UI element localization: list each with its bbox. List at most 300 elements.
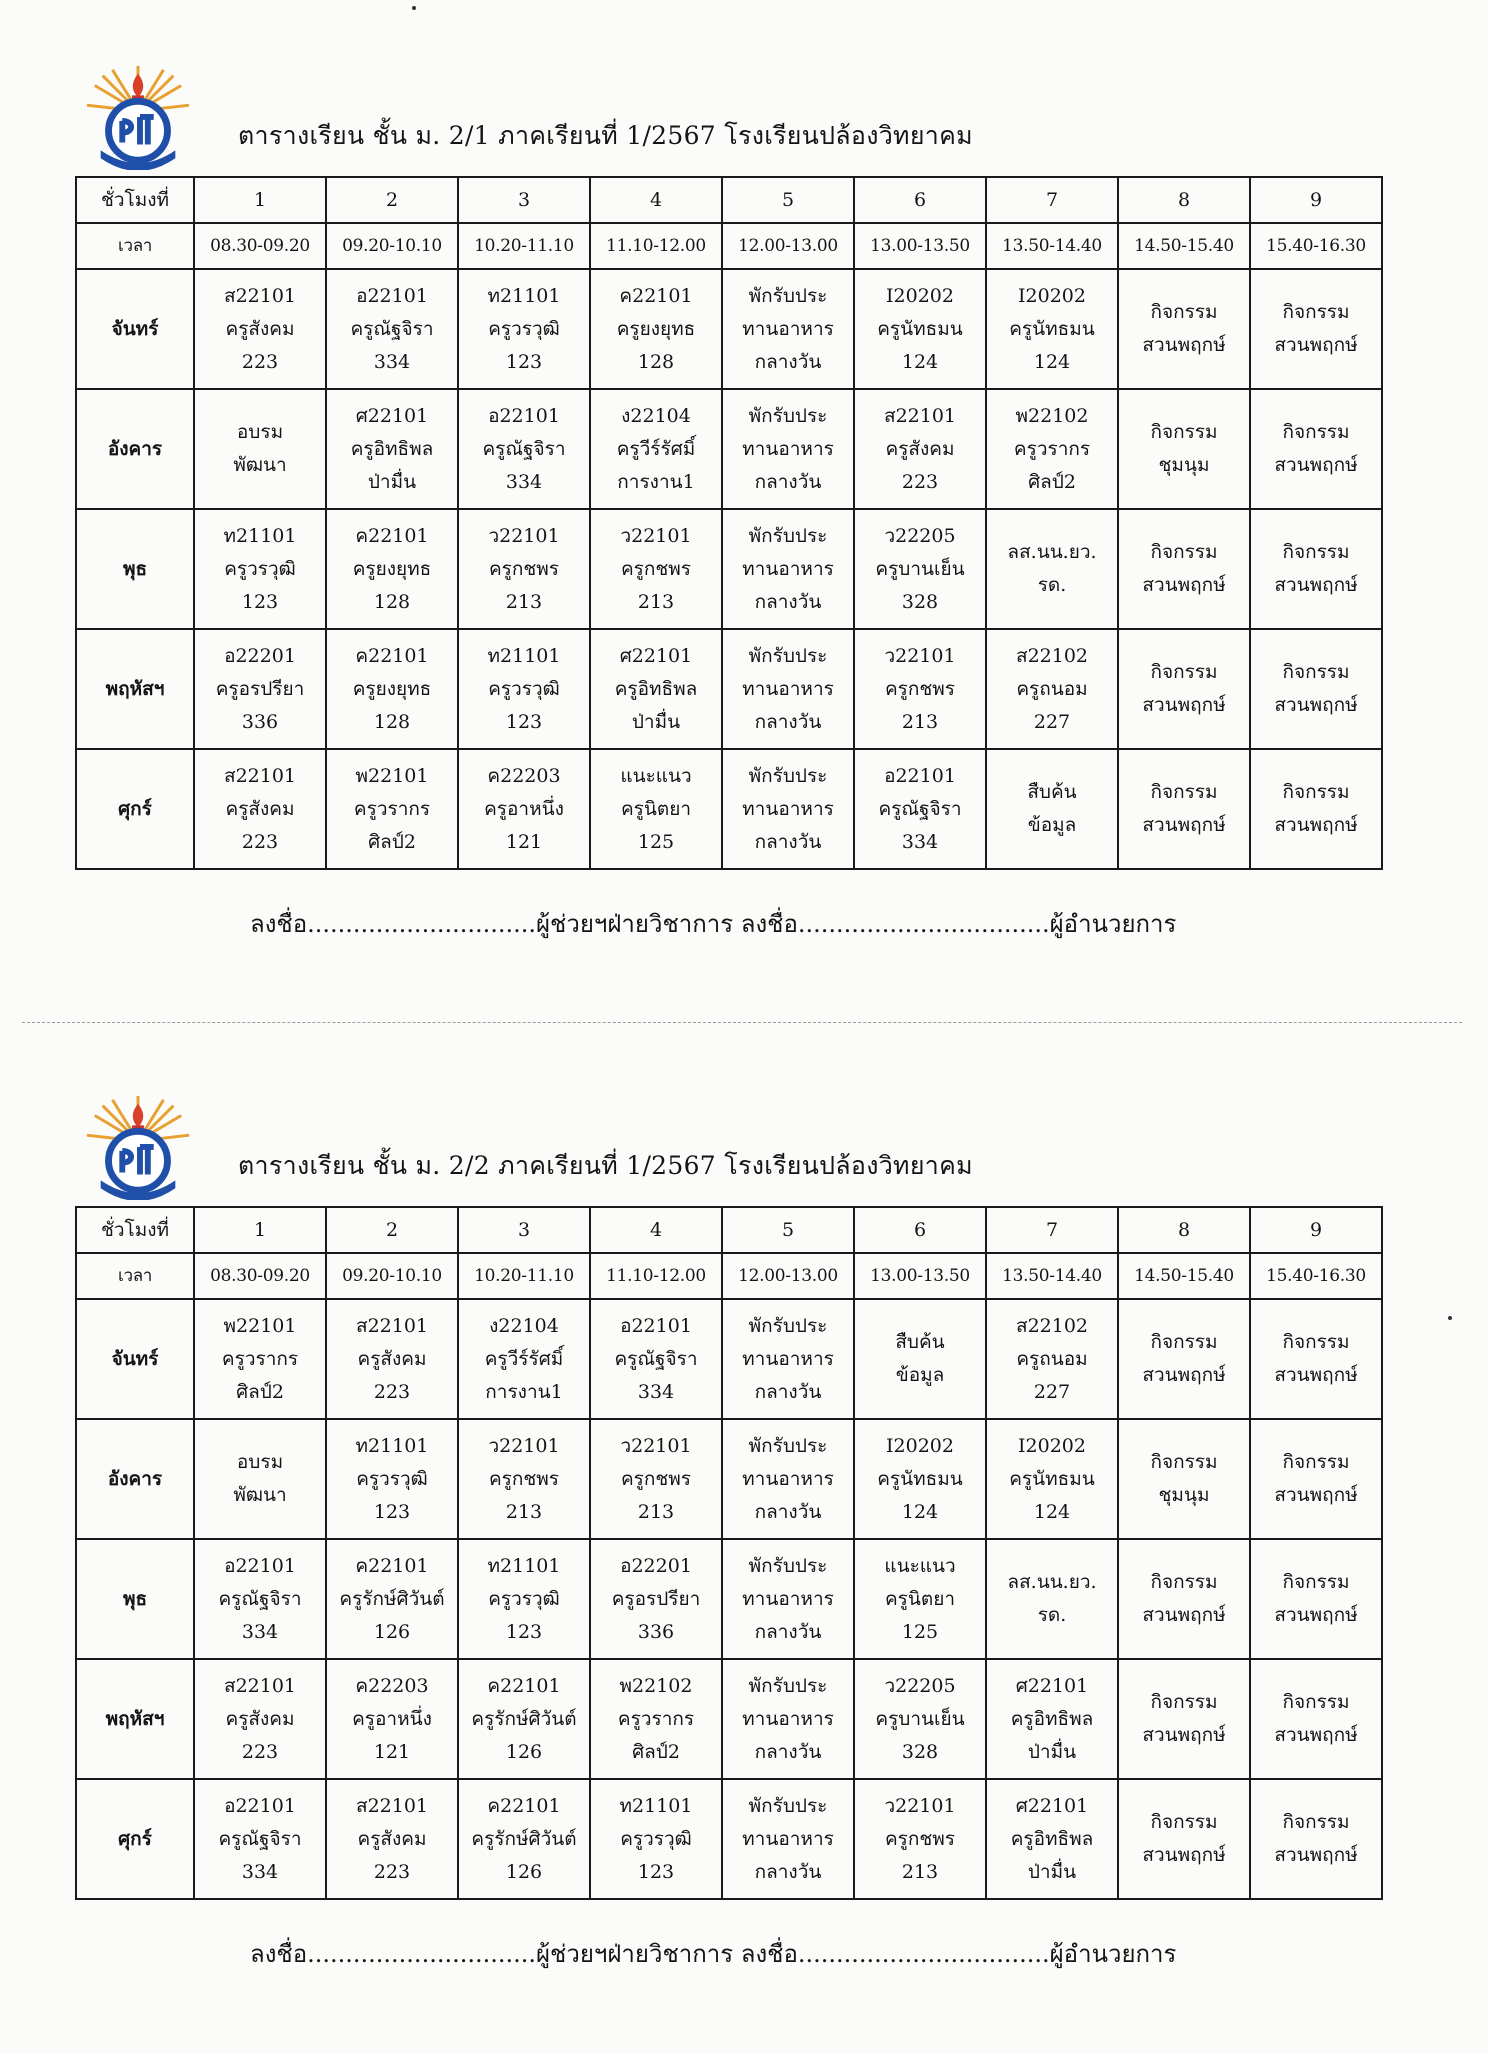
class-cell-line: กิจกรรม [1282, 1331, 1350, 1353]
class-cell-line: ว22101 [620, 524, 692, 547]
period-number: 6 [854, 1207, 986, 1253]
day-name: จันทร์ [76, 1299, 194, 1419]
class-cell-line: ท21101 [355, 1434, 429, 1457]
class-cell [986, 509, 1118, 629]
page-title: ตารางเรียน ชั้น ม. 2/2 ภาคเรียนที่ 1/2567 โรงเรียนปล้องวิทยาคม [238, 1151, 973, 1180]
class-cell-line: พักรับประ [748, 1434, 828, 1457]
class-cell-line: อ22201 [620, 1554, 692, 1577]
period-number: 2 [326, 1207, 458, 1253]
class-cell-line: ครูถนอม [1016, 677, 1088, 700]
class-cell [854, 1659, 986, 1779]
class-cell-line: I20202 [1018, 1434, 1086, 1457]
class-cell-line: 123 [505, 1620, 543, 1643]
class-cell-line: ครูรักษ์ศิวันต์ [471, 1827, 577, 1850]
class-cell [854, 389, 986, 509]
class-cell [1118, 1539, 1250, 1659]
day-row [76, 1299, 1382, 1419]
class-cell [458, 389, 590, 509]
class-cell-line: แนะแนว [620, 764, 692, 787]
class-cell [854, 1419, 986, 1539]
class-cell [722, 389, 854, 509]
class-cell-line: พักรับประ [748, 644, 828, 667]
class-cell [590, 1299, 722, 1419]
class-cell-line: ทานอาหาร [742, 437, 834, 460]
class-cell-line: กิจกรรม [1282, 541, 1350, 563]
class-cell [722, 1659, 854, 1779]
class-cell-line: สวนพฤกษ์ [1142, 1844, 1226, 1866]
class-cell-line: ท21101 [619, 1794, 693, 1817]
class-cell-line: 334 [241, 1620, 279, 1643]
class-cell-line: พ22101 [355, 764, 429, 787]
page-divider [22, 1022, 1462, 1023]
period-number: 1 [194, 177, 326, 223]
class-cell [194, 389, 326, 509]
class-cell [458, 1299, 590, 1419]
class-cell-line: 336 [241, 710, 279, 733]
class-cell-line: พักรับประ [748, 1554, 828, 1577]
time-slot: 13.50-14.40 [986, 223, 1118, 269]
class-cell-line: 124 [1033, 1500, 1071, 1523]
class-cell-line: ครูสังคม [357, 1347, 427, 1370]
period-number: 5 [722, 1207, 854, 1253]
school-emblem-icon [82, 1090, 194, 1200]
class-cell [326, 509, 458, 629]
class-cell-line: 123 [637, 1860, 675, 1883]
class-cell-line: ศ22101 [355, 404, 429, 427]
class-cell-line: 121 [373, 1740, 411, 1763]
class-cell-line: ครูวรวุฒิ [620, 1827, 692, 1850]
class-cell-line: การงาน1 [617, 470, 695, 493]
class-cell [1250, 389, 1382, 509]
class-cell-line: ครูณัฐจิรา [482, 437, 566, 460]
class-cell-line: 124 [1033, 350, 1071, 373]
period-label: ชั่วโมงที่ [76, 1207, 194, 1253]
class-cell [1118, 1659, 1250, 1779]
class-cell-line: ป่ามื่น [367, 470, 417, 493]
class-cell [326, 269, 458, 389]
class-cell-line: กลางวัน [754, 1740, 822, 1763]
class-cell-line: อ22101 [224, 1794, 296, 1817]
class-cell-line: ชุมนุม [1158, 454, 1210, 476]
day-row [76, 1779, 1382, 1899]
day-row [76, 269, 1382, 389]
class-cell-line: ส22102 [1015, 1314, 1089, 1337]
class-cell-line: ลส.นน.ยว. [1007, 541, 1097, 563]
class-cell-line: ทานอาหาร [742, 677, 834, 700]
class-cell-line: ครูสังคม [357, 1827, 427, 1850]
time-slot: 12.00-13.00 [722, 223, 854, 269]
class-cell-line: กิจกรรม [1282, 301, 1350, 323]
class-cell-line: ครูกชพร [488, 557, 560, 580]
class-cell-line: สวนพฤกษ์ [1274, 814, 1358, 836]
class-cell-line: 126 [505, 1740, 543, 1763]
day-name: พฤหัสฯ [76, 1659, 194, 1779]
period-number: 2 [326, 177, 458, 223]
class-cell-line: ครูกชพร [884, 677, 956, 700]
time-slot: 15.40-16.30 [1250, 223, 1382, 269]
period-label: ชั่วโมงที่ [76, 177, 194, 223]
time-slot: 13.00-13.50 [854, 1253, 986, 1299]
class-cell-line: ครูวรากร [1013, 437, 1091, 460]
class-cell [722, 629, 854, 749]
class-cell-line: ครูรักษ์ศิวันต์ [339, 1587, 445, 1610]
class-cell-line: กิจกรรม [1282, 781, 1350, 803]
class-cell [854, 629, 986, 749]
class-cell-line: I20202 [886, 1434, 954, 1457]
class-cell [986, 269, 1118, 389]
class-cell-line: 334 [901, 830, 939, 853]
class-cell-line: ทานอาหาร [742, 1587, 834, 1610]
class-cell [326, 1299, 458, 1419]
class-cell-line: กิจกรรม [1150, 541, 1218, 563]
class-cell [854, 1779, 986, 1899]
class-cell-line: กลางวัน [754, 1860, 822, 1883]
class-cell [194, 629, 326, 749]
class-cell-line: อ22101 [884, 764, 956, 787]
class-cell-line: กลางวัน [754, 830, 822, 853]
class-cell-line: ค22101 [355, 644, 429, 667]
class-cell-line: ว22205 [884, 1674, 956, 1697]
class-cell-line: กิจกรรม [1282, 1811, 1350, 1833]
class-cell-line: ครูวรากร [353, 797, 431, 820]
timetable-sheet-2 [0, 1030, 1488, 2054]
class-cell [590, 749, 722, 869]
time-slot: 11.10-12.00 [590, 1253, 722, 1299]
class-cell-line: 121 [505, 830, 543, 853]
class-cell-line: 334 [241, 1860, 279, 1883]
class-cell-line: ศิลป์2 [1028, 470, 1076, 493]
time-slot: 08.30-09.20 [194, 1253, 326, 1299]
class-cell-line: 334 [637, 1380, 675, 1403]
class-cell [590, 1779, 722, 1899]
class-cell-line: 227 [1033, 710, 1071, 733]
class-cell [194, 509, 326, 629]
period-number: 7 [986, 1207, 1118, 1253]
class-cell-line: 334 [505, 470, 543, 493]
class-cell-line: กลางวัน [754, 1620, 822, 1643]
class-cell-line: สวนพฤกษ์ [1274, 574, 1358, 596]
class-cell-line: ครูนัทธมน [1009, 1467, 1095, 1490]
class-cell [986, 749, 1118, 869]
class-cell-line: ครูอาหนึ่ง [484, 797, 564, 820]
class-cell-line: ท21101 [487, 284, 561, 307]
class-cell-line: 126 [373, 1620, 411, 1643]
class-cell [1250, 1539, 1382, 1659]
time-label: เวลา [76, 1253, 194, 1299]
class-cell-line: ครูอรปรียา [611, 1587, 701, 1610]
class-cell-line: พักรับประ [748, 284, 828, 307]
timetable [75, 176, 1383, 870]
class-cell [722, 509, 854, 629]
class-cell [194, 1539, 326, 1659]
class-cell-line: กิจกรรม [1150, 781, 1218, 803]
class-cell-line: ค22101 [619, 284, 693, 307]
timetable [75, 1206, 1383, 1900]
class-cell-line: 328 [901, 590, 939, 613]
class-cell-line: สืบค้น [895, 1331, 945, 1353]
class-cell [590, 629, 722, 749]
class-cell-line: ครูกชพร [884, 1827, 956, 1850]
class-cell [854, 1539, 986, 1659]
class-cell [458, 1419, 590, 1539]
class-cell-line: ครูอิทธิพล [1010, 1827, 1094, 1850]
class-cell-line: ครูอรปรียา [215, 677, 305, 700]
class-cell-line: 128 [373, 590, 411, 613]
class-cell-line: ครูนิตยา [620, 797, 692, 820]
class-cell-line: พักรับประ [748, 524, 828, 547]
class-cell [458, 1659, 590, 1779]
class-cell-line: แนะแนว [884, 1554, 956, 1577]
class-cell [326, 389, 458, 509]
class-cell-line: 223 [241, 830, 279, 853]
class-cell-line: ครูณัฐจิรา [218, 1587, 302, 1610]
class-cell-line: 128 [637, 350, 675, 373]
class-cell-line: 128 [373, 710, 411, 733]
class-cell [1118, 1779, 1250, 1899]
class-cell [1250, 269, 1382, 389]
class-cell-line: ครูบานเย็น [875, 1707, 965, 1730]
class-cell [722, 749, 854, 869]
class-cell [326, 1419, 458, 1539]
class-cell [194, 1659, 326, 1779]
class-cell-line: ป่ามื่น [1027, 1740, 1077, 1763]
class-cell [1118, 509, 1250, 629]
class-cell-line: อบรม [236, 421, 284, 443]
class-cell [458, 629, 590, 749]
class-cell-line: 328 [901, 1740, 939, 1763]
class-cell-line: กิจกรรม [1282, 1451, 1350, 1473]
class-cell-line: รด. [1037, 574, 1067, 596]
class-cell-line: ส22101 [355, 1794, 429, 1817]
class-cell-line: สวนพฤกษ์ [1142, 334, 1226, 356]
class-cell-line: ส22101 [223, 1674, 297, 1697]
class-cell-line: ทานอาหาร [742, 317, 834, 340]
class-cell [590, 269, 722, 389]
class-cell-line: ครูอาหนึ่ง [352, 1707, 432, 1730]
period-number: 7 [986, 177, 1118, 223]
period-number: 5 [722, 177, 854, 223]
period-number: 8 [1118, 177, 1250, 223]
class-cell-line: สวนพฤกษ์ [1142, 814, 1226, 836]
period-number: 6 [854, 177, 986, 223]
class-cell-line: 223 [373, 1380, 411, 1403]
class-cell-line: 123 [241, 590, 279, 613]
class-cell-line: ครูนิตยา [884, 1587, 956, 1610]
scan-speck [1448, 1316, 1452, 1320]
class-cell-line: สวนพฤกษ์ [1274, 1364, 1358, 1386]
class-cell [326, 1779, 458, 1899]
class-cell [722, 269, 854, 389]
class-cell-line: ว22101 [488, 1434, 560, 1457]
class-cell-line: 227 [1033, 1380, 1071, 1403]
class-cell [854, 269, 986, 389]
class-cell-line: 336 [637, 1620, 675, 1643]
class-cell-line: ทานอาหาร [742, 797, 834, 820]
period-number: 9 [1250, 1207, 1382, 1253]
class-cell-line: 213 [637, 590, 675, 613]
class-cell-line: พักรับประ [748, 1674, 828, 1697]
class-cell [194, 269, 326, 389]
class-cell-line: กิจกรรม [1150, 1691, 1218, 1713]
class-cell-line: ครูยงยุทธ [616, 317, 696, 340]
class-cell-line: กิจกรรม [1150, 301, 1218, 323]
class-cell [590, 1419, 722, 1539]
time-slot: 10.20-11.10 [458, 223, 590, 269]
class-cell-line: สวนพฤกษ์ [1142, 1604, 1226, 1626]
class-cell-line: สวนพฤกษ์ [1274, 334, 1358, 356]
day-name: อังคาร [76, 389, 194, 509]
day-row [76, 1539, 1382, 1659]
time-slot: 15.40-16.30 [1250, 1253, 1382, 1299]
class-cell [194, 749, 326, 869]
period-number: 9 [1250, 177, 1382, 223]
class-cell-line: 223 [901, 470, 939, 493]
class-cell-line: I20202 [1018, 284, 1086, 307]
class-cell-line: การงาน1 [485, 1380, 563, 1403]
day-name: ศุกร์ [76, 1779, 194, 1899]
class-cell-line: กิจกรรม [1282, 421, 1350, 443]
day-name: พฤหัสฯ [76, 629, 194, 749]
class-cell-line: กิจกรรม [1150, 661, 1218, 683]
class-cell [1250, 1659, 1382, 1779]
class-cell-line: ว22101 [884, 644, 956, 667]
class-cell [590, 509, 722, 629]
class-cell-line: ครูยงยุทธ [352, 557, 432, 580]
class-cell-line: พ22101 [223, 1314, 297, 1337]
class-cell-line: กลางวัน [754, 710, 822, 733]
day-name: อังคาร [76, 1419, 194, 1539]
class-cell-line: ครูถนอม [1016, 1347, 1088, 1370]
class-cell-line: สวนพฤกษ์ [1274, 1724, 1358, 1746]
class-cell-line: พ22102 [619, 1674, 693, 1697]
class-cell-line: ครูนัทธมน [877, 1467, 963, 1490]
class-cell-line: ค22203 [355, 1674, 429, 1697]
class-cell-line: ครูณัฐจิรา [218, 1827, 302, 1850]
class-cell [1118, 1299, 1250, 1419]
time-slot: 13.00-13.50 [854, 223, 986, 269]
day-row [76, 1419, 1382, 1539]
class-cell-line: อ22101 [356, 284, 428, 307]
period-header-row [76, 1207, 1382, 1253]
class-cell-line: อ22101 [488, 404, 560, 427]
class-cell [590, 1539, 722, 1659]
class-cell [1250, 1299, 1382, 1419]
class-cell-line: ทานอาหาร [742, 1347, 834, 1370]
class-cell-line: ครูวรวุฒิ [356, 1467, 428, 1490]
class-cell-line: ลส.นน.ยว. [1007, 1571, 1097, 1593]
class-cell-line: ศิลป์2 [368, 830, 416, 853]
class-cell-line: 123 [505, 350, 543, 373]
signature-line: ลงชื่อ..............................ผู้ช่วยฯฝ่ายวิชาการ ลงชื่อ.................................ผู้อำนวยการ [250, 910, 1177, 938]
class-cell-line: ค22101 [355, 524, 429, 547]
class-cell-line: ส22101 [223, 284, 297, 307]
day-row [76, 629, 1382, 749]
class-cell [194, 1419, 326, 1539]
class-cell [458, 509, 590, 629]
class-cell-line: ศิลป์2 [236, 1380, 284, 1403]
class-cell-line: ค22203 [487, 764, 561, 787]
class-cell-line: ทานอาหาร [742, 557, 834, 580]
class-cell [458, 1539, 590, 1659]
period-header-row [76, 177, 1382, 223]
class-cell [590, 389, 722, 509]
class-cell-line: อ22101 [224, 1554, 296, 1577]
class-cell [722, 1539, 854, 1659]
class-cell [326, 749, 458, 869]
class-cell-line: สวนพฤกษ์ [1274, 694, 1358, 716]
class-cell-line: 124 [901, 1500, 939, 1523]
class-cell [194, 1779, 326, 1899]
period-number: 4 [590, 1207, 722, 1253]
class-cell [854, 749, 986, 869]
class-cell-line: ศ22101 [1015, 1674, 1089, 1697]
class-cell-line: 223 [373, 1860, 411, 1883]
time-slot: 09.20-10.10 [326, 1253, 458, 1299]
class-cell [854, 509, 986, 629]
class-cell-line: ส22101 [883, 404, 957, 427]
class-cell-line: 213 [637, 1500, 675, 1523]
class-cell [722, 1419, 854, 1539]
class-cell-line: ทานอาหาร [742, 1467, 834, 1490]
time-slot: 13.50-14.40 [986, 1253, 1118, 1299]
class-cell-line: พ22102 [1015, 404, 1089, 427]
class-cell [194, 1299, 326, 1419]
class-cell-line: สวนพฤกษ์ [1142, 1724, 1226, 1746]
page-title: ตารางเรียน ชั้น ม. 2/1 ภาคเรียนที่ 1/2567 โรงเรียนปล้องวิทยาคม [238, 121, 973, 150]
time-slot: 11.10-12.00 [590, 223, 722, 269]
class-cell-line: สวนพฤกษ์ [1142, 574, 1226, 596]
period-number: 8 [1118, 1207, 1250, 1253]
class-cell-line: ค22101 [487, 1674, 561, 1697]
class-cell [986, 1659, 1118, 1779]
time-header-row [76, 1253, 1382, 1299]
class-cell [326, 1539, 458, 1659]
class-cell-line: ป่ามื่น [1027, 1860, 1077, 1883]
class-cell-line: พักรับประ [748, 1314, 828, 1337]
class-cell-line: ครูวรวุฒิ [488, 317, 560, 340]
class-cell [1118, 389, 1250, 509]
class-cell-line: 125 [901, 1620, 939, 1643]
class-cell-line: ครูวรวุฒิ [488, 1587, 560, 1610]
day-name: พุธ [76, 1539, 194, 1659]
class-cell-line: 123 [373, 1500, 411, 1523]
class-cell-line: ครูสังคม [225, 1707, 295, 1730]
time-header-row [76, 223, 1382, 269]
class-cell-line: ครูณัฐจิรา [878, 797, 962, 820]
class-cell-line: 223 [241, 350, 279, 373]
class-cell-line: สวนพฤกษ์ [1274, 1844, 1358, 1866]
class-cell [1250, 509, 1382, 629]
class-cell-line: พัฒนา [233, 454, 287, 476]
class-cell [458, 1779, 590, 1899]
class-cell-line: กลางวัน [754, 1380, 822, 1403]
class-cell-line: สวนพฤกษ์ [1142, 1364, 1226, 1386]
day-row [76, 389, 1382, 509]
class-cell-line: อ22201 [224, 644, 296, 667]
class-cell-line: ป่ามื่น [631, 710, 681, 733]
day-row [76, 1659, 1382, 1779]
class-cell [722, 1779, 854, 1899]
class-cell-line: ครูสังคม [225, 317, 295, 340]
class-cell [1250, 629, 1382, 749]
day-name: พุธ [76, 509, 194, 629]
class-cell-line: กิจกรรม [1282, 1691, 1350, 1713]
class-cell-line: ครูกชพร [620, 557, 692, 580]
class-cell-line: I20202 [886, 284, 954, 307]
class-cell-line: ส22101 [223, 764, 297, 787]
class-cell-line: ค22101 [487, 1794, 561, 1817]
class-cell [326, 1659, 458, 1779]
